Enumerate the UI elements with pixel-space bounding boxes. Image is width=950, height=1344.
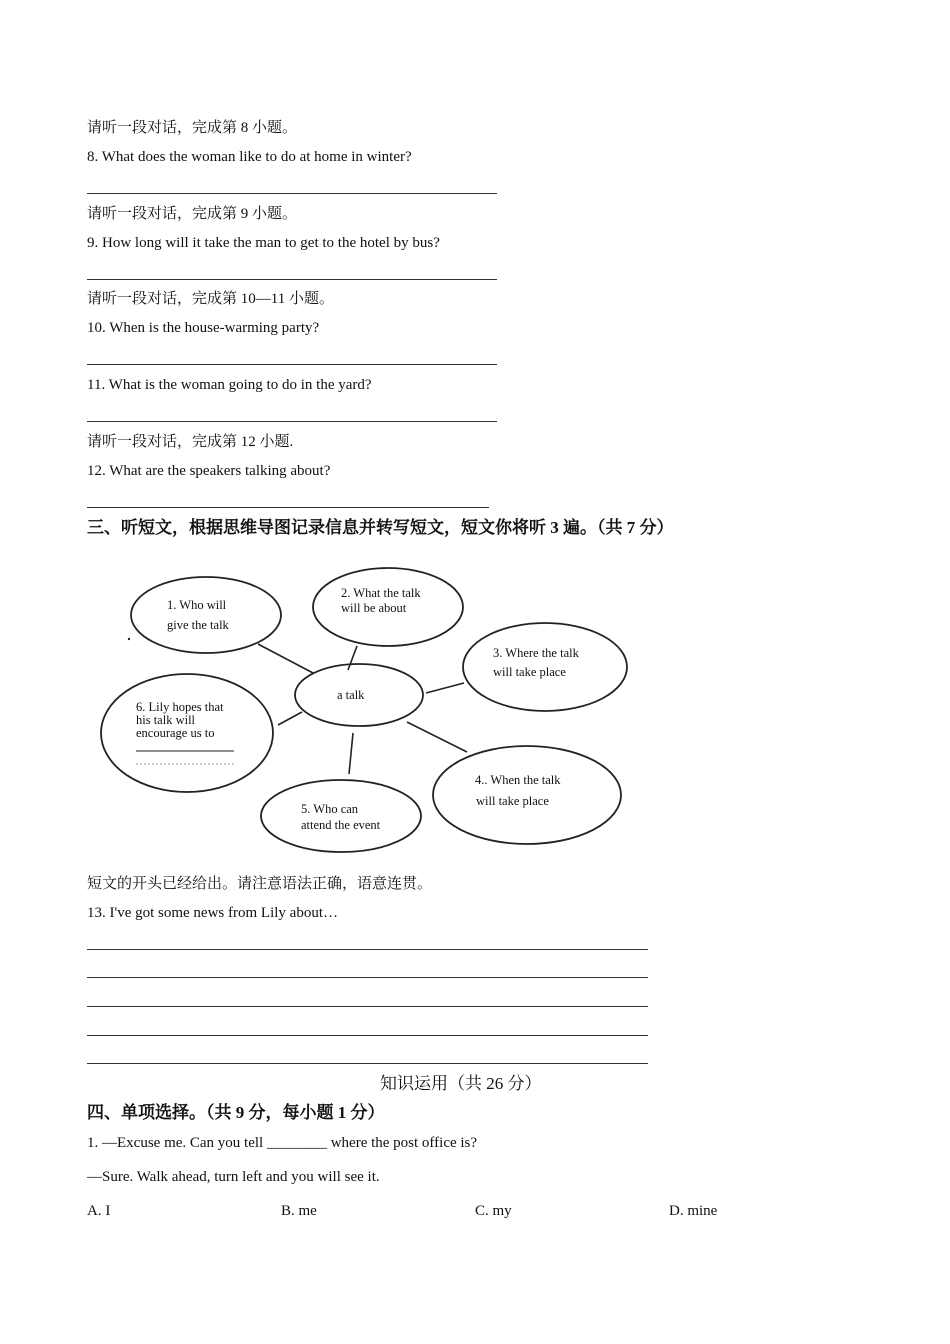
instruction-q9: 请听一段对话，完成第 9 小题。 xyxy=(87,206,298,222)
node-5-line-1: 5. Who can xyxy=(301,802,359,816)
node-3-line-2: will take place xyxy=(493,665,566,679)
question-10: 10. When is the house-warming party? xyxy=(87,320,320,336)
connector-1 xyxy=(258,644,313,673)
section4-heading: 四、单项选择。（共 9 分，每小题 1 分） xyxy=(87,1103,385,1122)
option-b[interactable]: B. me xyxy=(281,1203,317,1219)
node-1-ellipse xyxy=(131,577,281,653)
node-6-line-3: encourage us to xyxy=(136,726,215,740)
node-3-line-1: 3. Where the talk xyxy=(493,646,579,660)
instruction-q10-11: 请听一段对话，完成第 10—11 小题。 xyxy=(87,291,334,307)
section3-heading: 三、听短文，根据思维导图记录信息并转写短文，短文你将听 3 遍。（共 7 分） xyxy=(87,518,674,537)
writing-line-5[interactable] xyxy=(87,1063,648,1064)
question-12: 12. What are the speakers talking about? xyxy=(87,463,331,479)
node-4-line-1: 4.. When the talk xyxy=(475,773,561,787)
answer-line-q9[interactable] xyxy=(87,279,497,280)
question-9: 9. How long will it take the man to get to the hotel by bus? xyxy=(87,235,440,251)
writing-line-1[interactable] xyxy=(87,949,648,950)
answer-line-q12[interactable] xyxy=(87,507,489,508)
writing-line-3[interactable] xyxy=(87,1006,648,1007)
answer-line-q11[interactable] xyxy=(87,421,497,422)
node-5-ellipse xyxy=(261,780,421,852)
connector-4 xyxy=(407,722,467,752)
option-d[interactable]: D. mine xyxy=(669,1203,718,1219)
question-8: 8. What does the woman like to do at home in winter? xyxy=(87,149,412,165)
writing-line-2[interactable] xyxy=(87,977,648,978)
option-a[interactable]: A. I xyxy=(87,1203,111,1219)
mind-map-diagram xyxy=(100,560,630,855)
section3-note: 短文的开头已经给出。请注意语法正确，语意连贯。 xyxy=(87,876,433,892)
node-1-line-2: give the talk xyxy=(167,618,229,632)
answer-line-q8[interactable] xyxy=(87,193,497,194)
writing-line-4[interactable] xyxy=(87,1035,648,1036)
connector-3 xyxy=(426,683,464,693)
knowledge-part-title: 知识运用（共 26 分） xyxy=(380,1074,542,1093)
instruction-q8: 请听一段对话，完成第 8 小题。 xyxy=(87,120,298,136)
answer-line-q10[interactable] xyxy=(87,364,497,365)
center-label: a talk xyxy=(337,688,365,702)
connector-5 xyxy=(349,733,353,774)
node-2-line-1: 2. What the talk xyxy=(341,586,421,600)
node-1-line-1: 1. Who will xyxy=(167,598,227,612)
connector-2 xyxy=(348,646,357,670)
instruction-q12: 请听一段对话，完成第 12 小题. xyxy=(87,434,294,450)
question-11: 11. What is the woman going to do in the yard? xyxy=(87,377,372,393)
mc-question-1-prompt: 1. —Excuse me. Can you tell ________ where the post office is? xyxy=(87,1135,478,1151)
node-2-line-2: will be about xyxy=(341,601,407,615)
question-13: 13. I've got some news from Lily about… xyxy=(87,905,338,921)
mc-question-1-reply: —Sure. Walk ahead, turn left and you will see it. xyxy=(87,1169,380,1185)
option-c[interactable]: C. my xyxy=(475,1203,512,1219)
stray-dot xyxy=(128,638,130,640)
node-4-line-2: will take place xyxy=(476,794,549,808)
node-6-line-1: 6. Lily hopes that xyxy=(136,700,224,714)
node-5-line-2: attend the event xyxy=(301,818,381,832)
connector-6 xyxy=(278,712,302,725)
node-6-line-2: his talk will xyxy=(136,713,196,727)
